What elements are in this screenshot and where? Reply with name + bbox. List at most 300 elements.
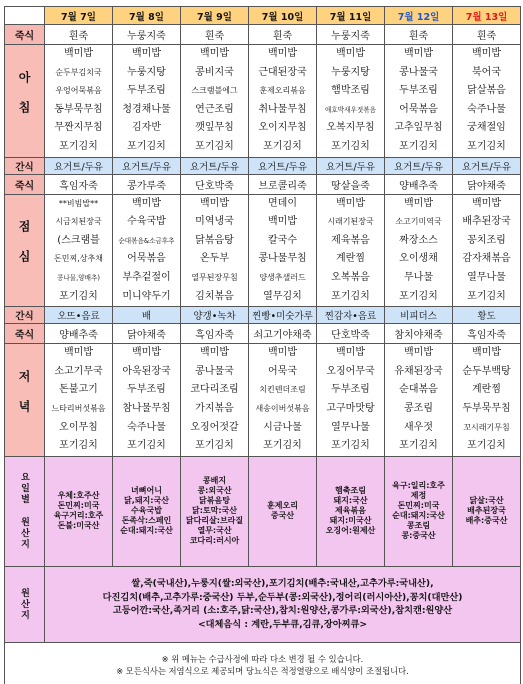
menu-item: 유채된장국 [394,365,443,377]
lunch-row-day-2 [113,194,181,307]
menu-item: 순두부김치국 [55,67,102,77]
porridge-row-2-day-6 [385,174,453,194]
snack-row-2-day-7 [453,307,521,324]
menu-item: 코다리조림 [190,384,239,396]
origin-line: 닭다리살:브라질 [185,516,244,526]
menu-item: 누룽지탕 [331,66,370,78]
menu-item: 포기김치 [467,290,506,302]
dinner-row-day-2 [113,344,181,457]
menu-item: 단호박죽 [195,180,234,192]
menu-item: 시래기된장국 [327,217,374,227]
menu-item: **비빔밥** [58,198,99,208]
snack-row-2-day-2 [113,307,181,324]
menu-item: 무짠지무침 [54,122,103,134]
menu-item: 포기김치 [127,140,166,152]
origin-line: 닭:토막:국산 [191,506,238,516]
origin-line: 코다리:러시아 [189,536,240,546]
menu-item: 흑임자죽 [195,330,234,342]
porridge-row-3-day-2 [113,324,181,344]
menu-item: 흰죽 [476,31,497,42]
menu-item: 닭야채죽 [467,180,506,192]
header-corner [5,7,45,25]
menu-item: 참치야채죽 [394,330,443,342]
date-header-3 [181,7,249,25]
snack-row-2-day-4 [249,307,317,324]
menu-item: 흑임자죽 [467,330,506,342]
porridge-row-1-day-1 [45,25,113,45]
menu-item: 돈민찌,상추채 [54,254,103,264]
menu-item: 근대된장국 [258,66,307,78]
dinner-row-day-5 [317,344,385,457]
origin-line: <대체음식 : 계란,두부큐,김큐,장아찌큐> [197,618,368,630]
menu-item: 백미밥 [404,48,433,59]
breakfast-row-label [5,45,45,158]
meal-label: 아침 [17,70,31,131]
menu-item: 어묵볶음 [127,253,166,265]
origin-line: 우체:호주산 [57,491,100,501]
menu-item: 두부조림 [399,85,438,97]
dinner-row-day-3 [181,344,249,457]
menu-item: 오복볶음 [331,271,370,283]
menu-item: 요거트/두유 [257,161,308,173]
menu-item: 포기김치 [331,140,370,152]
origin-line: 녀뼈어니 [131,486,162,496]
menu-item: 순두부백탕 [462,365,511,377]
menu-item: 닭살볶음 [467,85,506,97]
menu-item: 부추겉절이 [122,271,171,283]
origin-row [5,566,521,642]
menu-item: 숙주나물 [467,103,506,115]
menu-item: 백미밥 [472,347,501,359]
porridge-row-1-day-2 [113,25,181,45]
menu-item: 훈제오리볶음 [259,86,306,96]
date-label: 7월 8일 [129,11,164,23]
menu-item: 꼬시래기무침 [463,422,510,432]
menu-item: 브로콜리죽 [258,180,307,192]
origin-line: 돈족삭:스페인 [121,516,172,526]
origin-line: 콩배지 [202,476,227,486]
snack-row-1-label [5,157,45,174]
menu-item: 비피더스 [400,311,437,323]
origin-line: 순대:돼지:국산 [120,526,173,536]
menu-item: 흰죽 [272,31,293,42]
menu-item: 오이무침 [59,421,98,433]
date-header-5 [317,7,385,25]
origin-line: 콩:중국산 [401,531,436,541]
origin-line: 돈민찌:미국 [397,501,440,511]
menu-item: 포기김치 [467,440,506,452]
note-line: ※ 위 메뉴는 수급사정에 따라 다소 변경 될 수 있습니다. [161,654,364,665]
menu-item: 느타리버섯볶음 [51,403,106,413]
breakfast-row-day-4 [249,45,317,158]
porridge-row-1 [5,25,521,45]
porridge-row-1-day-7 [453,25,521,45]
origin-line: 훈제오리 [267,501,298,511]
menu-item: 면데이 [268,197,297,209]
menu-item: 요거트/두유 [393,161,444,173]
lunch-row-day-1 [45,194,113,307]
weekly-menu-table [4,6,521,684]
row-label: 죽식 [14,330,35,342]
menu-item: 백미밥 [472,48,501,59]
menu-item: 콩나물무침 [258,253,307,265]
menu-item: 백미밥 [336,347,365,359]
menu-item: 김치볶음 [195,290,234,302]
menu-item: 포기김치 [331,290,370,302]
menu-item: 돈불고기 [59,384,98,396]
breakfast-row-day-6 [385,45,453,158]
menu-item: 미니약두기 [122,290,171,302]
date-header-1 [45,7,113,25]
menu-item: 콩가루죽 [127,180,166,192]
menu-item: 백미밥 [404,197,433,209]
porridge-row-1-day-6 [385,25,453,45]
origin-line: 콩조림 [406,521,431,531]
porridge-row-2-day-3 [181,174,249,194]
menu-item: 계란찜 [336,253,365,265]
porridge-row-3 [5,324,521,344]
menu-item: 포기김치 [263,140,302,152]
menu-item: 시금치된장국 [55,217,102,227]
menu-item: 어묵국 [268,365,297,377]
porridge-row-1-day-4 [249,25,317,45]
menu-item: 연근조림 [195,103,234,115]
origin-line: 중국산 [270,511,295,521]
lunch-row-day-3 [181,194,249,307]
menu-item: 포기김치 [59,140,98,152]
menu-item: 백미밥 [64,347,93,359]
menu-item: 찐감자•음료 [324,311,377,323]
menu-item: 요거트/두유 [461,161,512,173]
menu-item: 무나물 [404,271,433,283]
date-header-6 [385,7,453,25]
origin-line: 육구:일리:호주 [392,481,445,491]
porridge-row-2-day-4 [249,174,317,194]
menu-item: 흰죽 [68,31,89,42]
menu-item: 백미밥 [268,216,297,228]
menu-item: 흑임자죽 [59,180,98,192]
date-header-4 [249,7,317,25]
daily-origin-day-1 [45,456,113,566]
menu-item: 양배추죽 [59,330,98,342]
snack-row-2-label [5,307,45,324]
menu-item: 요거트/두유 [325,161,376,173]
menu-item: 동부묵무침 [54,103,103,115]
breakfast-row-day-7 [453,45,521,158]
menu-item: 스크램블에그 [191,86,238,96]
menu-item: 닭볶음탕 [195,234,234,246]
meal-label: 저녁 [17,369,31,430]
snack-row-2-day-3 [181,307,249,324]
menu-item: 칼국수 [268,234,297,246]
porridge-row-3-day-5 [317,324,385,344]
notes-cell [5,642,521,684]
menu-item: 오이생채 [399,253,438,265]
daily-origin-day-6 [385,456,453,566]
row-label: 죽식 [14,180,35,192]
lunch-row [5,194,521,307]
menu-item: 누룽지탕 [127,66,166,78]
porridge-row-1-day-3 [181,25,249,45]
menu-item: 온두부 [200,253,229,265]
menu-item: 햄박조림 [331,85,370,97]
origin-line: 닭볶음탕 [199,496,230,506]
menu-item: 백미밥 [404,347,433,359]
menu-item: 고구마맛탕 [326,402,375,414]
date-label: 7월 9일 [197,11,232,23]
date-header-7 [453,7,521,25]
origin-line: 쌀,죽(국내산),누룽지(쌀:외국산),포기김치(배추:국내산,고추가루:국내산), [131,578,434,590]
menu-item: 오복지무침 [326,122,375,134]
menu-item: 단호박죽 [331,330,370,342]
origin-line: 다진김치(배추,고추가루:중국산) 두부,순두부(콩:외국산),정어리(러시아산),꽁치(대만산) [102,591,463,603]
menu-item: 콩나물국 [195,365,234,377]
weekly-menu-sheet [4,6,520,682]
date-label: 7월 7일 [61,11,96,23]
menu-item: 흰죽 [204,31,225,42]
menu-item: 배 [141,311,152,323]
daily-origin-day-3 [181,456,249,566]
menu-item: 누룽지죽 [331,31,370,42]
origin-line: 콩:외국산 [197,486,232,496]
menu-item: 우엉어묵볶음 [55,86,102,96]
menu-item: 순대볶음&소금후추 [118,236,175,245]
menu-item: 숙주나물 [127,421,166,433]
porridge-row-3-day-1 [45,324,113,344]
menu-item: 가지볶음 [195,402,234,414]
menu-item: 황도 [477,311,496,323]
menu-item: 새송이버섯볶음 [255,403,310,413]
menu-item: 백미밥 [472,197,501,209]
origin-line: 닭,돼지:국산 [124,496,169,506]
snack-row-1-day-5 [317,157,385,174]
origin-line: 제육볶음 [335,506,366,516]
menu-item: 콩조림 [404,402,433,414]
lunch-row-day-4 [249,194,317,307]
menu-item: 포기김치 [195,140,234,152]
menu-item: 포기김치 [127,440,166,452]
origin-label: 요일별 원산지 [19,472,29,551]
menu-item: 콩비지국 [195,66,234,78]
origin-line: 육구거리:호주 [53,511,104,521]
snack-row-2-day-5 [317,307,385,324]
menu-item: 김자반 [132,122,161,134]
menu-item: 감자채볶음 [462,253,511,265]
porridge-row-3-label [5,324,45,344]
menu-item: 요거트/두유 [121,161,172,173]
menu-item: 열무나물 [467,271,506,283]
breakfast-row [5,45,521,158]
menu-item: 흰죽 [408,31,429,42]
origin-label-text: 원산지 [19,587,29,621]
breakfast-row-day-1 [45,45,113,158]
menu-item: (스크램블 [57,234,100,246]
lunch-row-day-6 [385,194,453,307]
snack-row-1-day-2 [113,157,181,174]
breakfast-row-day-3 [181,45,249,158]
snack-row-1-day-4 [249,157,317,174]
menu-item: 양배추죽 [399,180,438,192]
origin-label [5,566,45,642]
porridge-row-2 [5,174,521,194]
menu-item: 포기김치 [59,290,98,302]
porridge-row-2-day-2 [113,174,181,194]
porridge-row-2-day-1 [45,174,113,194]
notes-row [5,642,521,684]
daily-origin-day-7 [453,456,521,566]
menu-item: 포기김치 [331,440,370,452]
menu-item: 누룽지죽 [127,31,166,42]
origin-line: 돼지:미국산 [329,516,372,526]
origin-line: 제정 [410,491,427,501]
menu-item: 요거트/두유 [189,161,240,173]
menu-item: 두부조림 [127,85,166,97]
menu-item: 포기김치 [59,440,98,452]
menu-item: 참나물무침 [122,402,171,414]
menu-item: 백미밥 [200,48,229,59]
origin-line: 오징어:원제산 [325,526,376,536]
snack-row-2-day-6 [385,307,453,324]
menu-item: 계란찜 [472,384,501,396]
origin-body [45,566,521,642]
menu-item: 아욱된장국 [122,365,171,377]
menu-item: 찐빵•미숫가루 [252,311,313,323]
menu-item: 수육국밥 [127,216,166,228]
menu-item: 애호박새우젓볶음 [325,105,376,114]
daily-origin-day-5 [317,456,385,566]
menu-item: 백미밥 [336,48,365,59]
menu-item: 새우젓 [404,421,433,433]
menu-item: 깻잎무침 [195,122,234,134]
menu-item: 소고기미역국 [395,217,442,227]
dinner-row-day-4 [249,344,317,457]
menu-item: 열무나물 [331,421,370,433]
date-label: 7월 13일 [465,11,508,23]
menu-item: 쇠고기야채죽 [253,330,312,342]
breakfast-row-day-5 [317,45,385,158]
snack-row-2-day-1 [45,307,113,324]
porridge-row-1-label [5,25,45,45]
daily-origin-label [5,456,45,566]
snack-row-1-day-7 [453,157,521,174]
date-header-row [5,7,521,25]
menu-item: 백미밥 [132,347,161,359]
menu-item: 취나물무침 [258,103,307,115]
breakfast-row-day-2 [113,45,181,158]
menu-item: 고추잎무침 [394,122,443,134]
menu-item: 포기김치 [195,440,234,452]
dinner-row [5,344,521,457]
origin-line: 돈민찌:미국 [57,501,100,511]
origin-line: 열무:국산 [197,526,232,536]
snack-row-1-day-1 [45,157,113,174]
menu-item: 포기김치 [399,290,438,302]
menu-item: 요거트/두유 [53,161,104,173]
menu-item: 포기김치 [263,440,302,452]
dinner-row-label [5,344,45,457]
menu-item: 두부묵무침 [462,402,511,414]
menu-item: 백미밥 [336,197,365,209]
menu-item: 백미밥 [268,347,297,359]
lunch-row-label [5,194,45,307]
dinner-row-day-7 [453,344,521,457]
origin-line: 배추:중국산 [465,516,508,526]
menu-item: 청경채나물 [122,103,171,115]
menu-item: 궁채절임 [467,122,506,134]
origin-line: 닭살:국산 [469,496,504,506]
origin-line: 고등어깐:국산,족거리 (소:호주,닭:국산),참치:원양산,콩가루:외국산),참치캔:원양산 [112,605,453,617]
menu-item: 오징어젓갈 [190,421,239,433]
date-label: 7월 10일 [261,11,304,23]
menu-item: 백미밥 [132,48,161,59]
menu-item: 배추된장국 [462,216,511,228]
porridge-row-2-day-7 [453,174,521,194]
menu-item: 닭야채죽 [127,330,166,342]
daily-origin-day-2 [113,456,181,566]
porridge-row-1-day-5 [317,25,385,45]
daily-origin-row [5,456,521,566]
menu-item: 순대볶음 [399,384,438,396]
lunch-row-day-5 [317,194,385,307]
menu-item: 땅샅을죽 [331,180,370,192]
snack-row-1-day-6 [385,157,453,174]
porridge-row-3-day-3 [181,324,249,344]
porridge-row-3-day-6 [385,324,453,344]
origin-line: 순대:돼지:국산 [392,511,445,521]
menu-item: 치킨텐더조림 [259,385,306,395]
menu-item: 백미밥 [268,48,297,59]
porridge-row-3-day-7 [453,324,521,344]
menu-item: 포기김치 [399,440,438,452]
menu-item: 북어국 [472,66,501,78]
menu-item: 오이지무침 [258,122,307,134]
menu-item: 오징어무국 [326,365,375,377]
origin-line: 돈불:미국산 [57,521,100,531]
dinner-row-day-1 [45,344,113,457]
origin-line: 돼지:국산 [333,496,368,506]
menu-item: 콩나물국 [399,66,438,78]
menu-item: 백미밥 [132,197,161,209]
porridge-row-2-label [5,174,45,194]
lunch-row-day-7 [453,194,521,307]
date-label: 7월 11일 [329,11,372,23]
daily-origin-day-4 [249,456,317,566]
origin-line: 햄축조림 [335,486,366,496]
menu-item: 백미밥 [64,48,93,59]
menu-item: 포기김치 [399,140,438,152]
menu-item: 소고기무국 [54,365,103,377]
dinner-row-day-6 [385,344,453,457]
menu-item: 열무김치 [263,290,302,302]
row-label: 죽식 [14,31,35,42]
porridge-row-3-day-4 [249,324,317,344]
row-label: 간식 [15,311,34,323]
menu-item: 짜장소스 [399,234,438,246]
row-label: 간식 [15,161,34,173]
menu-item: 시금나물 [263,421,302,433]
note-line: ※ 모든식사는 저염식으로 제공되며 당뇨식은 적정열량으로 배식양이 조절됩니다. [116,666,409,677]
snack-row-1-day-3 [181,157,249,174]
porridge-row-2-day-5 [317,174,385,194]
menu-item: 양생추샐러드 [259,272,306,282]
date-label: 7월 12일 [397,11,440,23]
menu-item: 두부조림 [331,384,370,396]
menu-item: 오뜨•음료 [57,311,100,323]
menu-item: 어묵볶음 [399,103,438,115]
menu-item: 열무된장무침 [191,272,238,282]
meal-label: 점심 [17,220,31,281]
snack-row-2 [5,307,521,324]
